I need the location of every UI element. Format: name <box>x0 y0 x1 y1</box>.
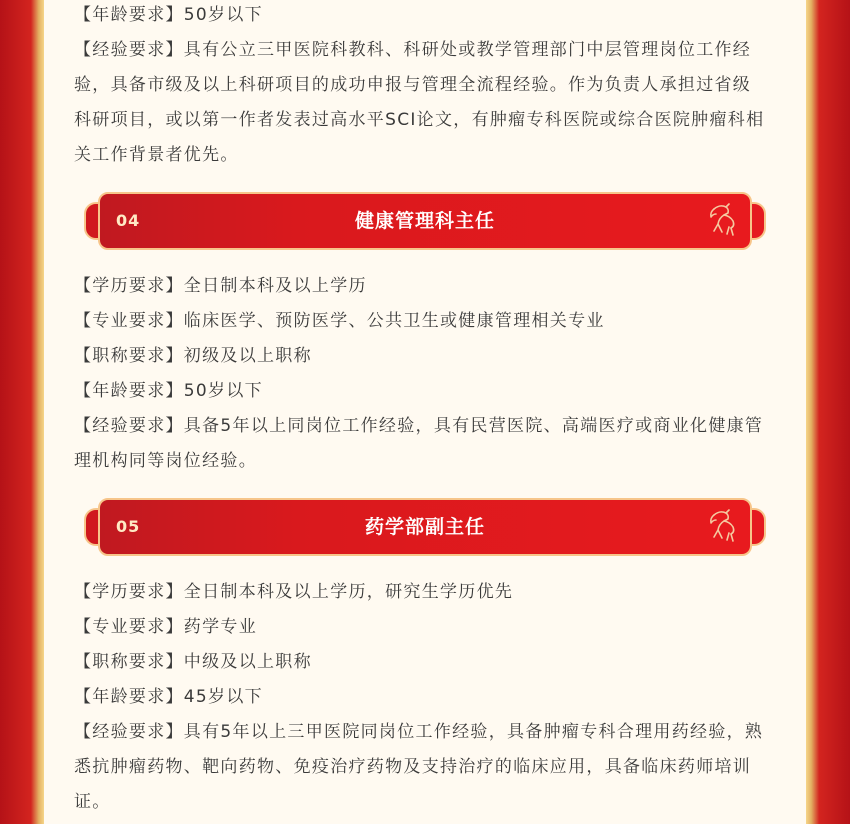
right-frame-border <box>806 0 850 824</box>
experience-requirement-line: 【经验要求】具备5年以上同岗位工作经验，具有民营医院、高端医疗或商业化健康管 <box>74 416 764 436</box>
education-requirement: 【学历要求】全日制本科及以上学历，研究生学历优先 <box>74 582 514 602</box>
age-requirement: 【年龄要求】50岁以下 <box>74 381 263 401</box>
education-requirement: 【学历要求】全日制本科及以上学历 <box>74 276 367 296</box>
section-number: 05 <box>116 517 141 536</box>
horse-icon <box>702 507 742 547</box>
age-requirement: 【年龄要求】45岁以下 <box>74 687 263 707</box>
title-requirement: 【职称要求】初级及以上职称 <box>74 346 312 366</box>
experience-requirement-line: 【经验要求】具有5年以上三甲医院同岗位工作经验，具备肿瘤专科合理用药经验，熟 <box>74 722 764 742</box>
major-requirement: 【专业要求】临床医学、预防医学、公共卫生或健康管理相关专业 <box>74 311 605 331</box>
experience-requirement-line: 关工作背景者优先。 <box>74 145 239 165</box>
experience-requirement-line: 证。 <box>74 792 111 812</box>
horse-icon <box>702 201 742 241</box>
section-banner-05 <box>84 498 766 556</box>
age-requirement: 【年龄要求】50岁以下 <box>74 5 263 25</box>
experience-requirement-line: 悉抗肿瘤药物、靶向药物、免疫治疗药物及支持治疗的临床应用，具备临床药师培训 <box>74 757 752 777</box>
major-requirement: 【专业要求】药学专业 <box>74 617 257 637</box>
experience-requirement-line: 理机构同等岗位经验。 <box>74 451 257 471</box>
section-number: 04 <box>116 211 141 230</box>
left-frame-border <box>0 0 44 824</box>
section-banner-04 <box>84 192 766 250</box>
section-title: 健康管理科主任 <box>354 210 495 232</box>
experience-requirement-line: 科研项目，或以第一作者发表过高水平SCI论文，有肿瘤专科医院或综合医院肿瘤科相 <box>74 110 765 130</box>
section-title: 药学部副主任 <box>364 516 485 538</box>
experience-requirement-line: 【经验要求】具有公立三甲医院科教科、科研处或教学管理部门中层管理岗位工作经 <box>74 40 752 60</box>
content-panel <box>44 0 806 824</box>
experience-requirement-line: 验，具备市级及以上科研项目的成功申报与管理全流程经验。作为负责人承担过省级 <box>74 75 752 95</box>
title-requirement: 【职称要求】中级及以上职称 <box>74 652 312 672</box>
